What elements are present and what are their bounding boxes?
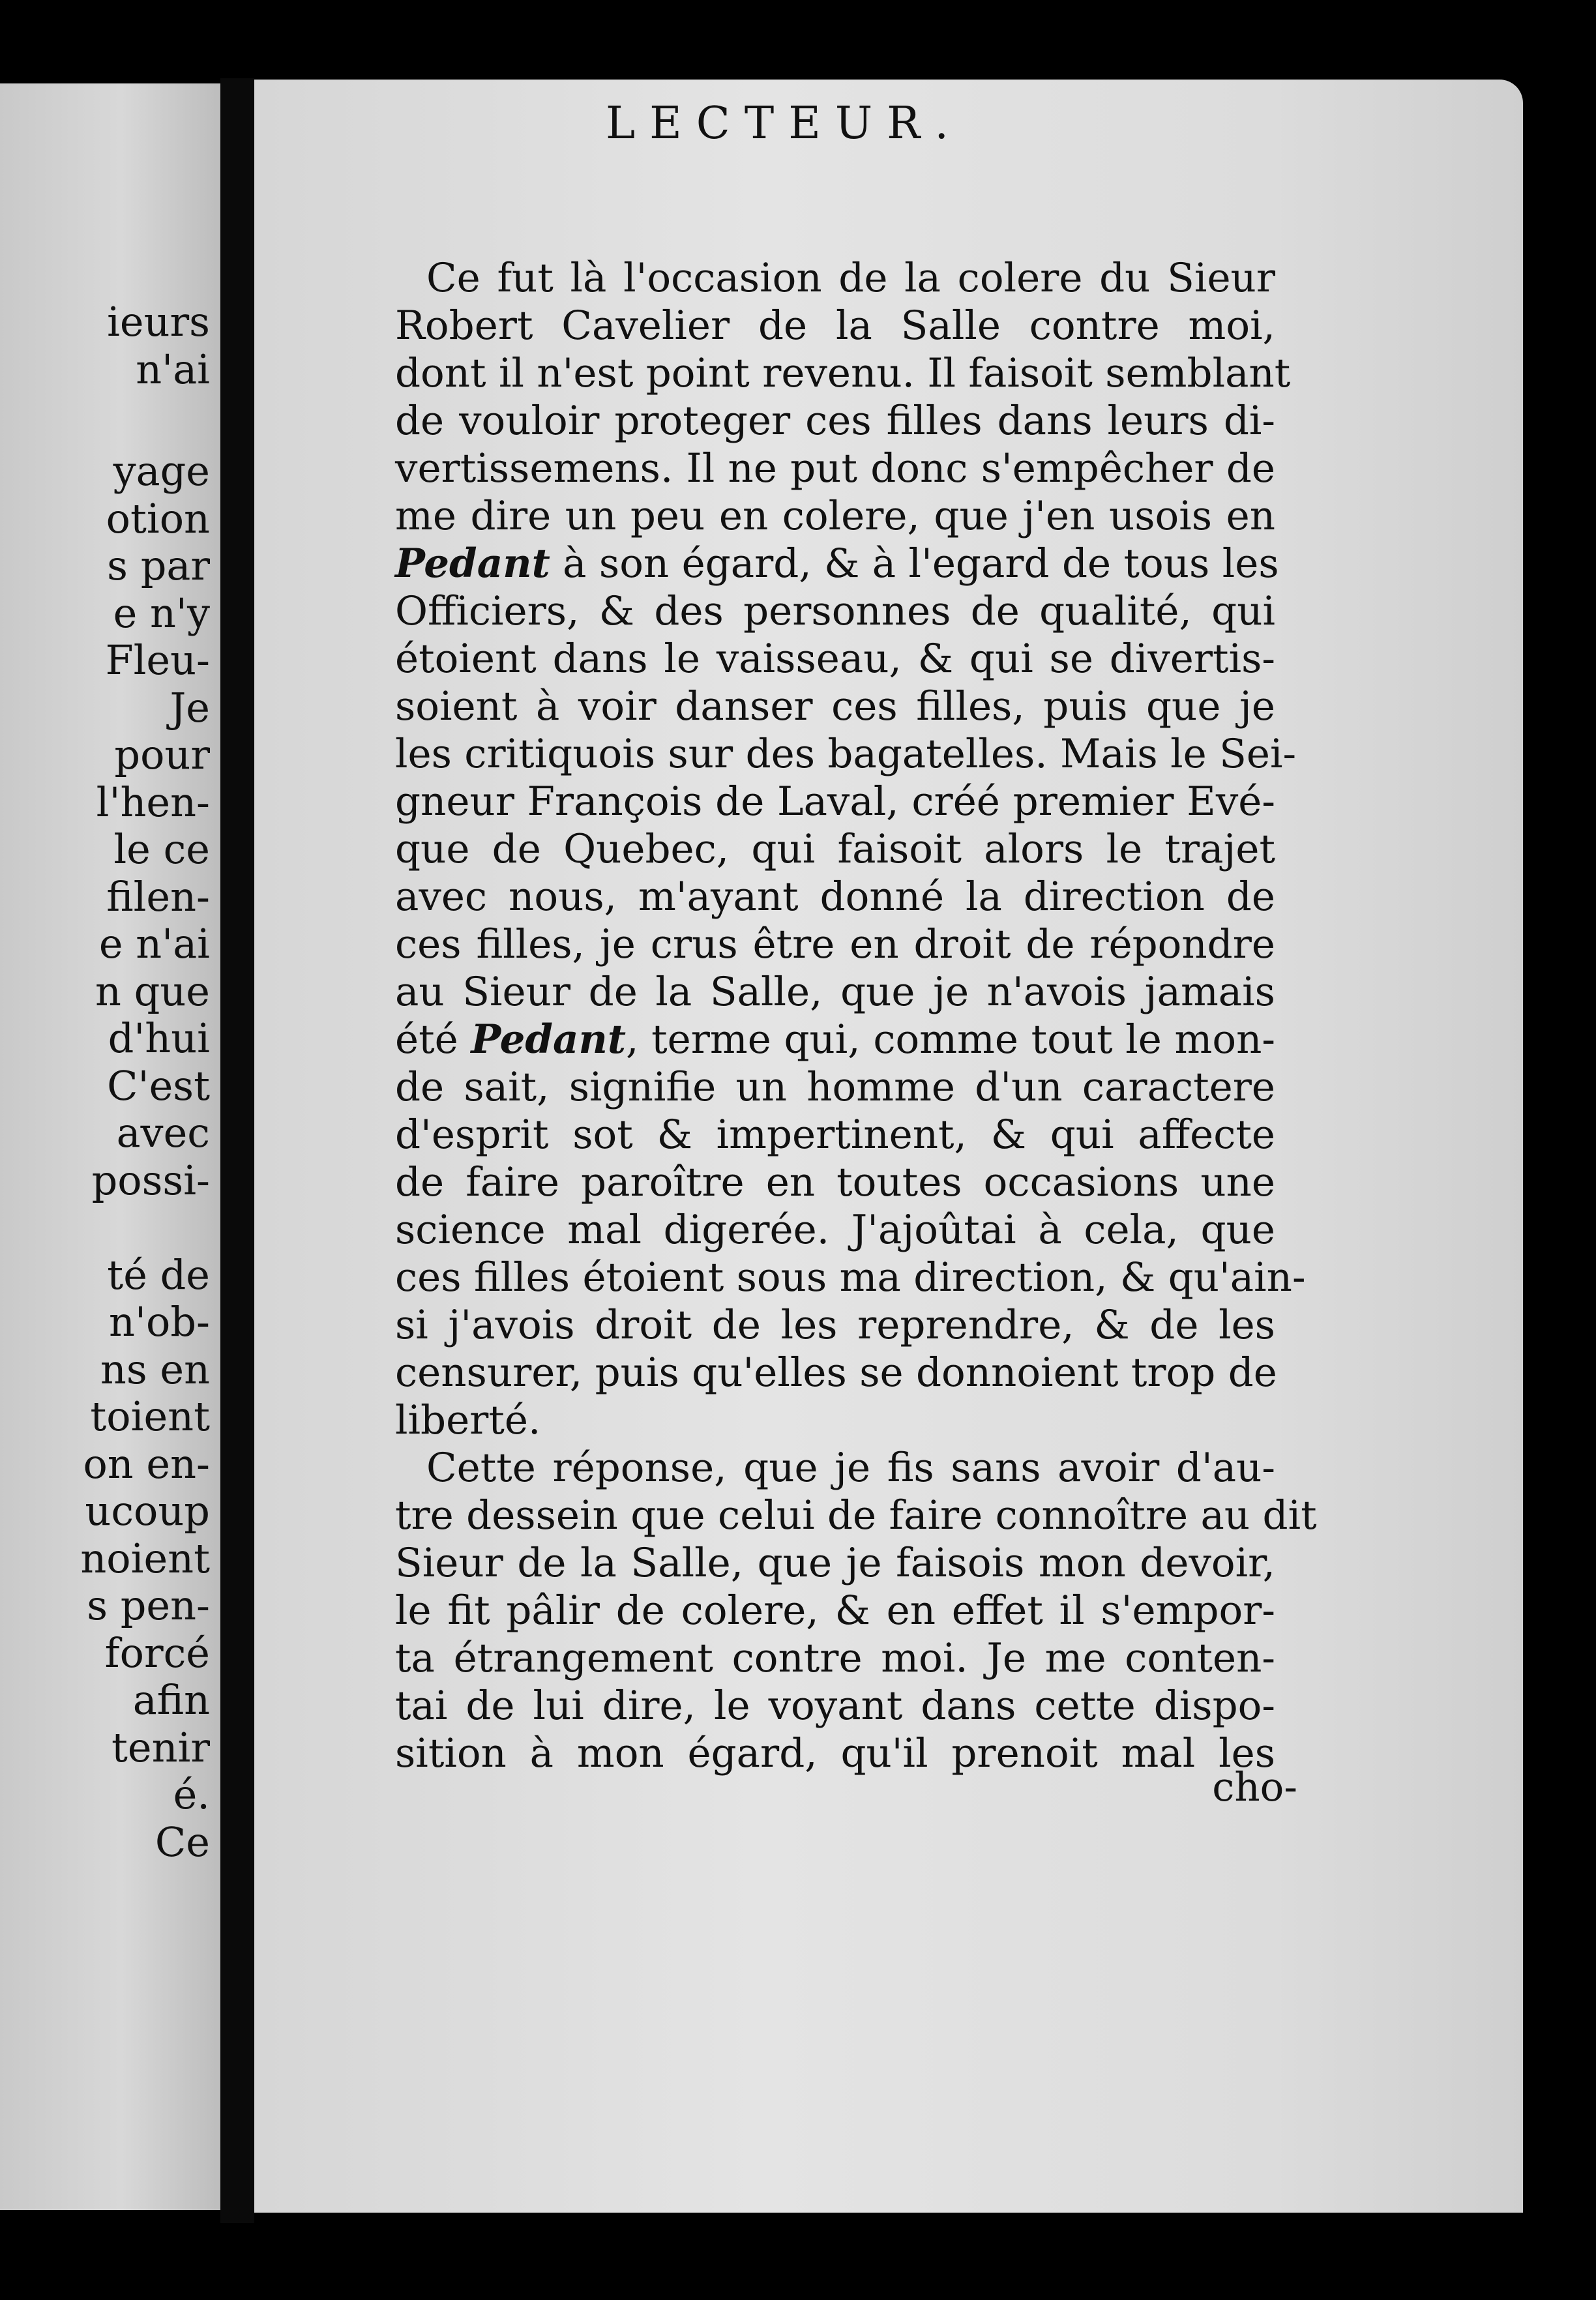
text-line: sition à mon égard, qu'il prenoit mal les — [395, 1730, 1275, 1777]
left-line: pour — [114, 731, 210, 778]
left-line: d'hui — [108, 1014, 210, 1062]
book-gutter — [220, 78, 254, 2223]
left-line: otion — [106, 494, 210, 542]
left-line: e n'y — [113, 589, 210, 637]
text-line: de sait, signifie un homme d'un caractere — [395, 1064, 1275, 1110]
left-line: Je — [170, 683, 210, 731]
text-line: avec nous, m'ayant donné la direction de — [395, 874, 1275, 920]
text-line: vertissemens. Il ne put donc s'empêcher de — [395, 445, 1275, 492]
text-line: ces filles, je crus être en droit de répondre — [395, 921, 1275, 967]
left-line: tenir — [111, 1723, 210, 1771]
paragraph-2 — [395, 1444, 1317, 1777]
italic-word: Pedant — [395, 540, 550, 587]
left-line: s pen- — [87, 1582, 210, 1629]
left-line: C'est — [107, 1061, 210, 1110]
catchword: cho- — [1212, 1764, 1297, 1810]
text-line: ces filles étoient sous ma direction, & qu'ain- — [395, 1254, 1306, 1301]
text-line-with-italic — [395, 1016, 1275, 1063]
text-line: tai de lui dire, le voyant dans cette dispo- — [395, 1683, 1275, 1729]
left-page-text — [80, 299, 210, 1866]
left-line: n'ai — [136, 345, 210, 393]
text-line: Sieur de la Salle, que je faisois mon devoir, — [395, 1540, 1275, 1586]
text-line: gneur François de Laval, créé premier Evé- — [395, 778, 1275, 825]
text-line: dont il n'est point revenu. Il faisoit semblant — [395, 350, 1291, 396]
left-line: ns en — [100, 1345, 210, 1393]
left-line: afin — [132, 1676, 210, 1724]
left-line: on en- — [83, 1439, 210, 1488]
text-line-with-italic — [395, 540, 1279, 587]
left-line: s par — [107, 542, 210, 589]
running-header: LECTEUR. — [606, 98, 963, 149]
left-page-fragment — [0, 83, 220, 2210]
left-line: té de — [107, 1250, 210, 1299]
text-line: les critiquois sur des bagatelles. Mais le Sei- — [395, 731, 1297, 777]
paragraph-1 — [395, 254, 1306, 1444]
text-line: Cette réponse, que je fis sans avoir d'au- — [426, 1445, 1275, 1491]
text-line: censurer, puis qu'elles se donnoient trop de — [395, 1349, 1277, 1396]
text-line: le fit pâlir de colere, & en effet il s'empor- — [395, 1587, 1275, 1634]
text-line: de vouloir proteger ces filles dans leurs di- — [395, 398, 1275, 444]
text-line: me dire un peu en colere, que j'en usois en — [395, 493, 1275, 539]
left-line: le ce — [113, 825, 210, 873]
left-line: avec — [116, 1109, 210, 1157]
page-body — [395, 254, 1317, 1777]
left-line: ucoup — [85, 1487, 210, 1535]
text-line: Officiers, & des personnes de qualité, qui — [395, 588, 1275, 634]
left-line — [80, 1204, 210, 1252]
text-line: ta étrangement contre moi. Je me conten- — [395, 1635, 1275, 1681]
text-line: étoient dans le vaisseau, & qui se divertis- — [395, 636, 1275, 682]
left-line: possi- — [91, 1156, 210, 1204]
text-line: science mal digerée. J'ajoûtai à cela, que — [395, 1207, 1275, 1253]
left-line: forcé — [104, 1629, 210, 1677]
line-rest: à son égard, & à l'egard de tous les — [550, 540, 1279, 587]
left-line: filen- — [106, 872, 210, 921]
left-line: Ce — [155, 1818, 210, 1866]
left-line: noient — [80, 1534, 210, 1582]
left-line: n que — [95, 967, 210, 1015]
text-line: tre dessein que celui de faire connoître au dit — [395, 1492, 1317, 1539]
text-line: Ce fut là l'occasion de la colere du Sieur — [426, 255, 1275, 301]
left-line: Fleu- — [105, 636, 210, 684]
text-line: d'esprit sot & impertinent, & qui affecte — [395, 1112, 1275, 1158]
left-line: ieurs — [107, 298, 210, 346]
left-line: e n'ai — [98, 920, 210, 967]
left-line: é. — [173, 1771, 210, 1818]
line-rest: , terme qui, comme tout le mon- — [626, 1016, 1275, 1063]
text-line: de faire paroître en toutes occasions une — [395, 1159, 1275, 1205]
text-line: soient à voir danser ces filles, puis que je — [395, 683, 1275, 730]
text-line: si j'avois droit de les reprendre, & de les — [395, 1302, 1275, 1348]
left-line: l'hen- — [96, 778, 210, 826]
left-gap — [80, 393, 210, 448]
text-line: que de Quebec, qui faisoit alors le trajet — [395, 826, 1275, 872]
italic-word: Pedant — [471, 1016, 627, 1063]
left-line: n'ob- — [109, 1298, 210, 1346]
text-line: Robert Cavelier de la Salle contre moi, — [395, 302, 1275, 349]
left-line: yage — [113, 447, 210, 495]
text-line: liberté. — [395, 1397, 541, 1443]
line-pre: été — [395, 1016, 471, 1063]
text-line: au Sieur de la Salle, que je n'avois jamais — [395, 969, 1275, 1015]
left-line: toient — [90, 1393, 210, 1440]
